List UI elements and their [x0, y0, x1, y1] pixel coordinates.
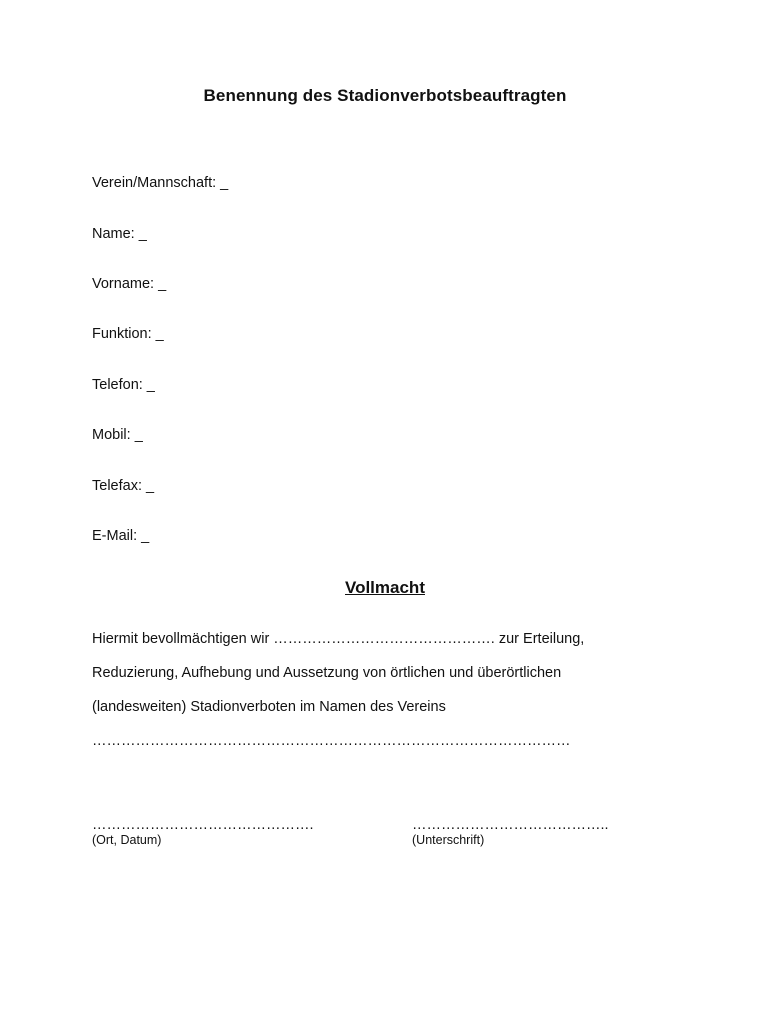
signature-caption: (Unterschrift) — [412, 833, 485, 847]
field-value: _ — [145, 478, 155, 494]
place-date-caption: (Ort, Datum) — [92, 833, 162, 847]
field-value: _ — [134, 427, 143, 443]
field-label: Telefon: — [92, 377, 143, 393]
field-value: _ — [220, 175, 229, 191]
field-label: E-Mail: — [92, 528, 138, 544]
field-name — [92, 226, 147, 242]
field-value: _ — [138, 226, 147, 242]
paragraph-line-2: Reduzierung, Aufhebung und Aussetzung von örtlichen und überörtlichen — [92, 665, 562, 681]
place-date-dotted-line: ………………………………………. — [92, 817, 314, 833]
field-email — [92, 528, 149, 544]
field-label: Funktion: — [92, 326, 152, 342]
field-value: _ — [155, 326, 164, 342]
field-value: _ — [158, 276, 167, 292]
field-verein-mannschaft — [92, 175, 228, 191]
paragraph-dotted-line: ……………………………………………………………………………………… — [92, 733, 571, 749]
field-telefax — [92, 478, 154, 494]
field-label: Mobil: — [92, 427, 131, 443]
field-label: Verein/Mannschaft: — [92, 175, 217, 191]
field-label: Vorname: — [92, 276, 155, 292]
field-label: Telefax: — [92, 478, 142, 494]
signature-dotted-line: ………………………………….. — [412, 817, 609, 833]
section-title-vollmacht: Vollmacht — [345, 578, 425, 597]
field-funktion — [92, 326, 164, 342]
field-telefon — [92, 377, 155, 393]
field-value: _ — [141, 528, 150, 544]
field-value: _ — [146, 377, 155, 393]
field-vorname — [92, 276, 166, 292]
paragraph-line-3: (landesweiten) Stadionverboten im Namen des Vereins — [92, 699, 446, 715]
document-title: Benennung des Stadionverbotsbeauftragten — [203, 86, 567, 105]
field-mobil — [92, 427, 143, 443]
field-label: Name: — [92, 226, 135, 242]
paragraph-line-1: Hiermit bevollmächtigen wir ………………………………………. zur Erteilung, — [92, 631, 585, 647]
